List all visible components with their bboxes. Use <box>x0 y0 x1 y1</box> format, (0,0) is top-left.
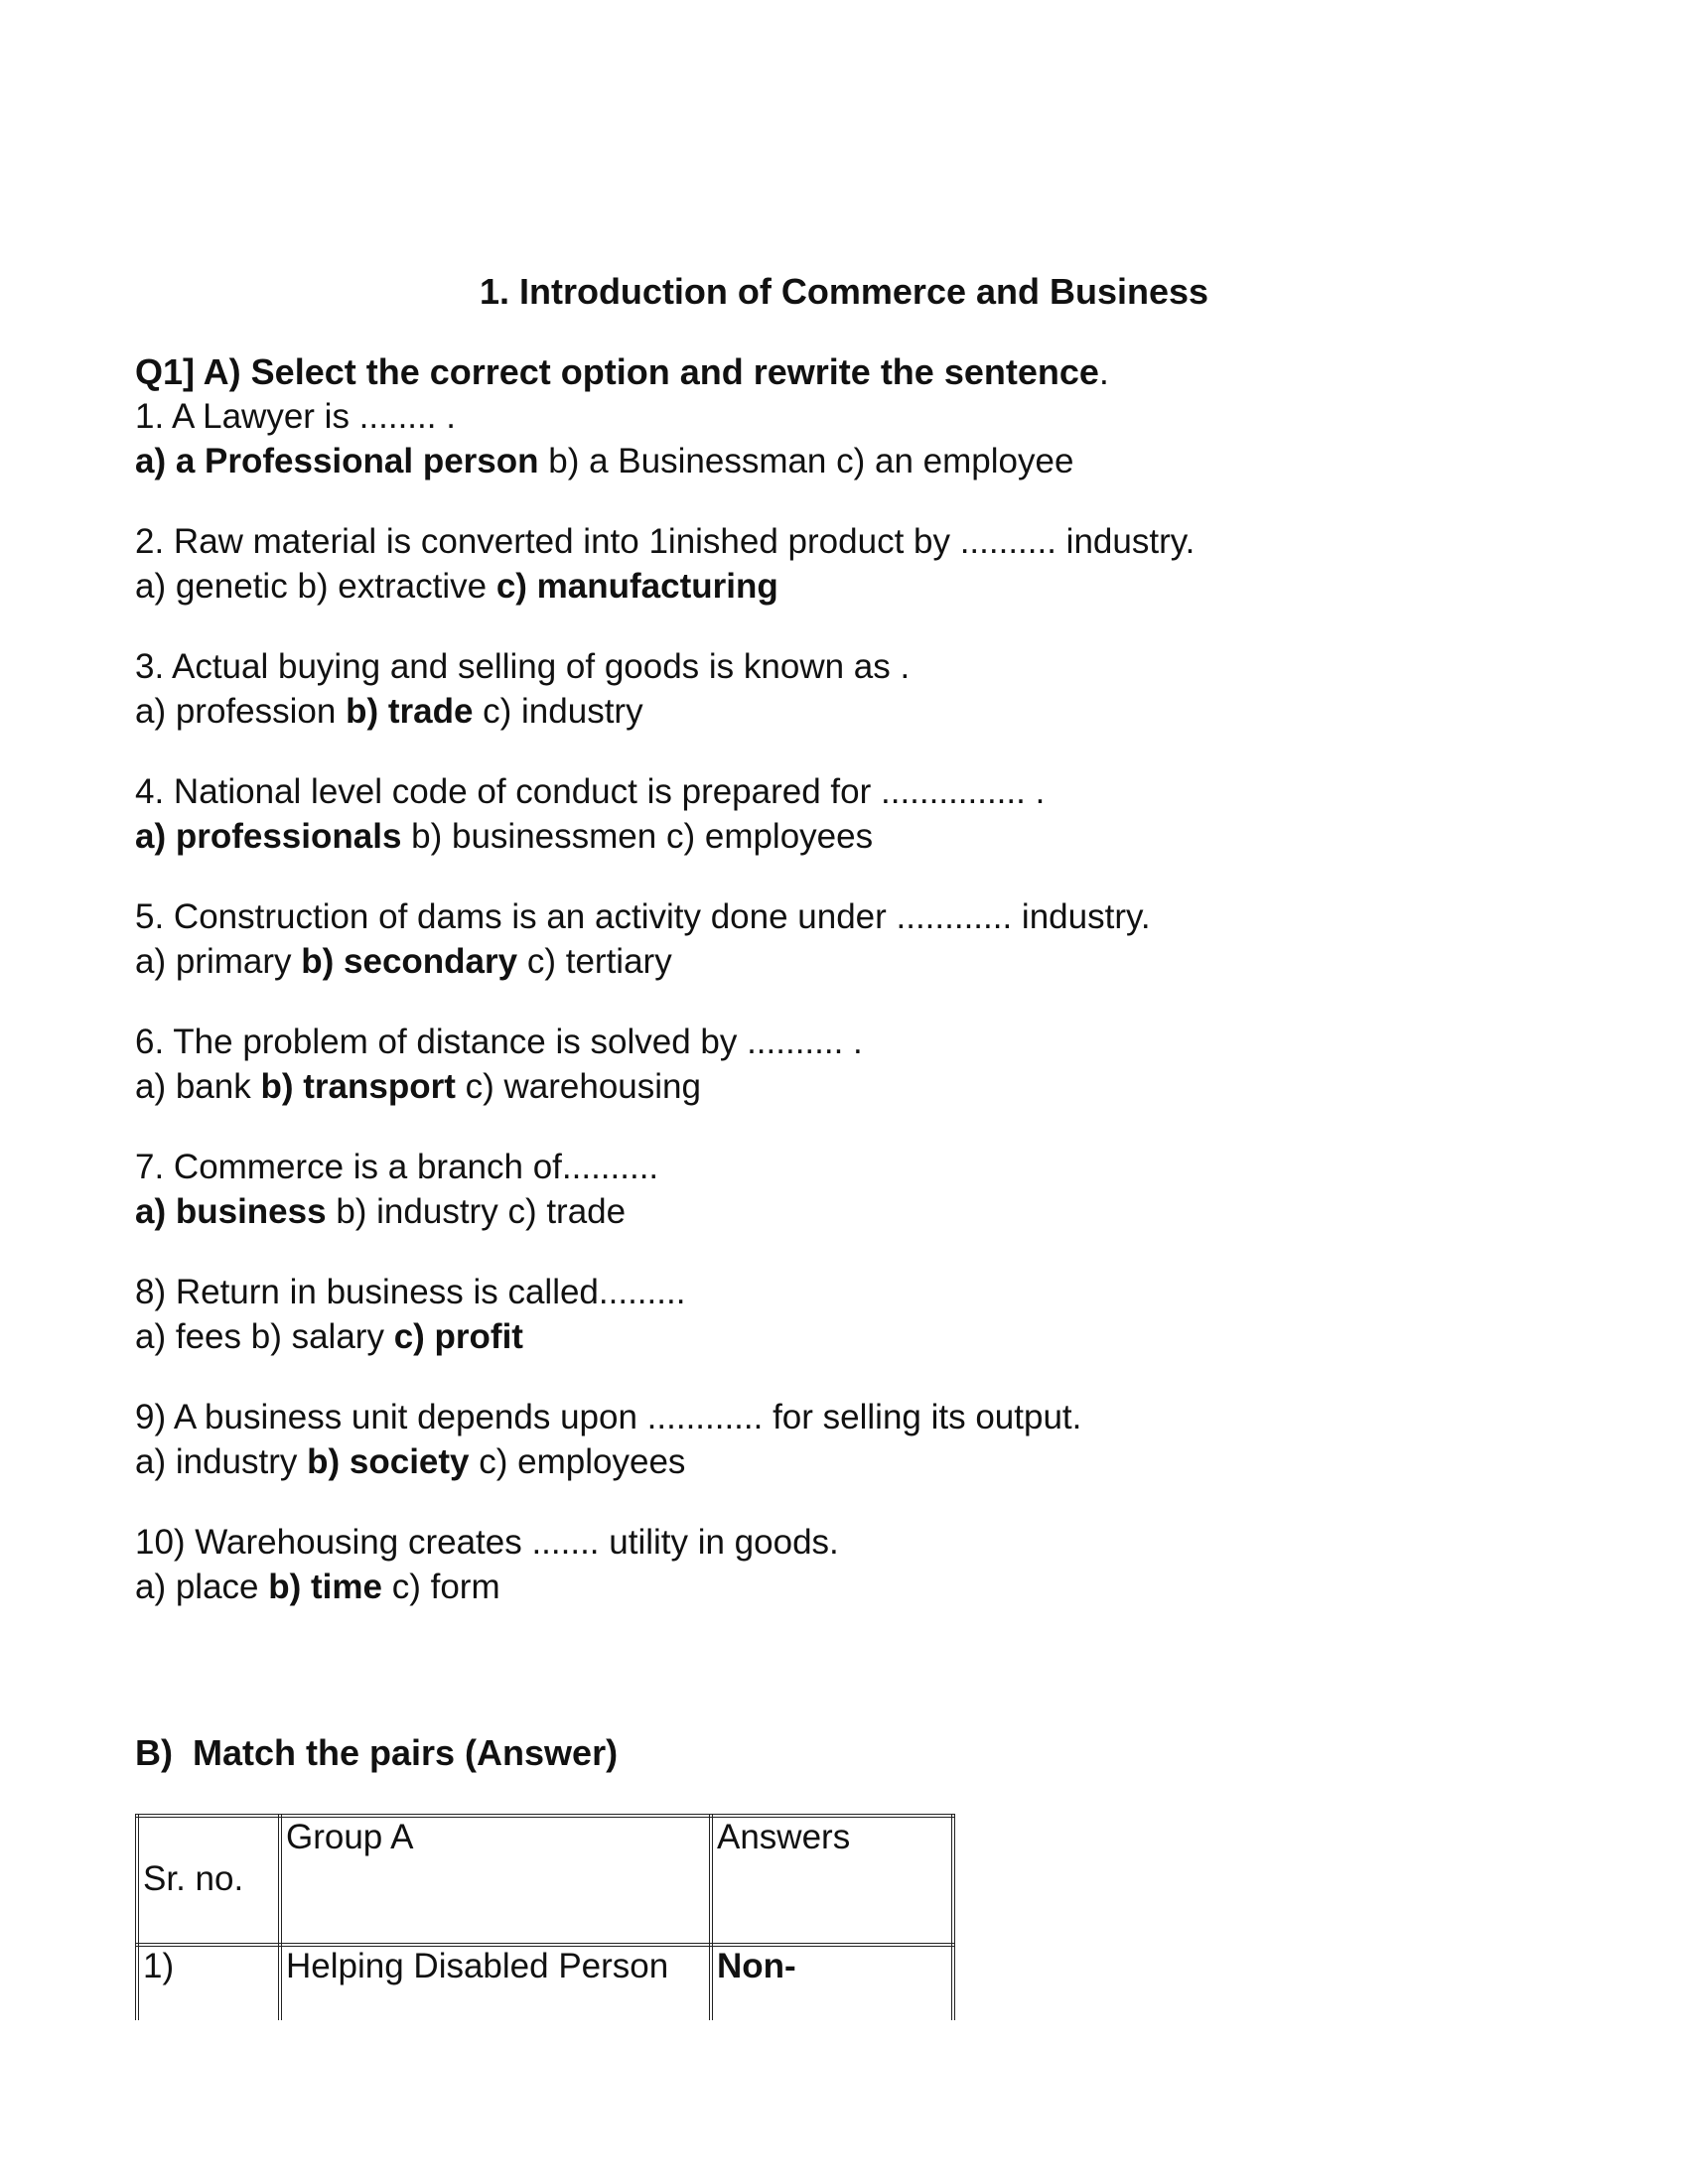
question-item <box>135 519 1575 609</box>
match-table <box>135 1814 955 2020</box>
cell-sr-no: 1) <box>137 1945 280 2020</box>
question-item <box>135 1395 1575 1484</box>
correct-option: a) business <box>135 1192 327 1231</box>
option-line <box>135 814 1575 859</box>
correct-option: c) manufacturing <box>495 567 778 606</box>
option-line <box>135 939 1575 984</box>
question-text: 10) Warehousing creates ....... utility in goods. <box>135 1523 839 1562</box>
question-text: 6. The problem of distance is solved by .......... . <box>135 1023 863 1061</box>
option: c) an employee <box>836 442 1074 480</box>
option: c) employees <box>479 1442 686 1481</box>
option-line <box>135 1189 1575 1234</box>
question-text: 2. Raw material is converted into 1inished product by .......... industry. <box>135 522 1196 561</box>
option: c) industry <box>483 692 643 731</box>
option: b) a Businessman <box>548 442 827 480</box>
question-text: 9) A business unit depends upon ............ for selling its output. <box>135 1398 1082 1436</box>
header-sr-no: Sr. no. <box>137 1816 280 1945</box>
option: c) trade <box>507 1192 627 1231</box>
question-item <box>135 894 1575 984</box>
section-a-heading-trail: . <box>1098 351 1109 392</box>
option-line <box>135 1314 1575 1359</box>
question-text: 8) Return in business is called......... <box>135 1273 686 1311</box>
page-title: 1. Introduction of Commerce and Business <box>479 271 1209 312</box>
option-line <box>135 1439 1575 1484</box>
question-item <box>135 1520 1575 1609</box>
option: b) industry <box>336 1192 498 1231</box>
question-text: 1. A Lawyer is ........ . <box>135 397 456 436</box>
section-b-heading: B) Match the pairs (Answer) <box>135 1732 619 1773</box>
header-group-a: Group A <box>280 1816 711 1945</box>
question-text: 7. Commerce is a branch of.......... <box>135 1148 659 1186</box>
option: a) genetic <box>135 567 288 606</box>
option-line <box>135 689 1575 734</box>
question-item <box>135 1020 1575 1109</box>
cell-group-a: Helping Disabled Person <box>280 1945 711 2020</box>
option: b) salary <box>250 1317 384 1356</box>
header-answers: Answers <box>711 1816 953 1945</box>
correct-option: a) professionals <box>135 817 402 856</box>
question-item <box>135 394 1575 483</box>
option-line <box>135 439 1575 483</box>
question-item <box>135 1270 1575 1359</box>
section-a-heading <box>135 349 1575 394</box>
option: c) tertiary <box>526 942 672 981</box>
table-header-row <box>137 1816 953 1945</box>
correct-option: a) a Professional person <box>135 442 539 480</box>
correct-option: c) profit <box>393 1317 523 1356</box>
option: c) employees <box>665 817 874 856</box>
question-item <box>135 769 1575 859</box>
question-text: 4. National level code of conduct is prepared for ............... . <box>135 772 1046 811</box>
option: c) form <box>391 1568 500 1606</box>
option-line <box>135 1064 1575 1109</box>
question-item <box>135 644 1575 734</box>
question-text: 5. Construction of dams is an activity done under ............ industry. <box>135 897 1151 936</box>
question-item <box>135 1145 1575 1234</box>
option: c) warehousing <box>465 1067 701 1106</box>
correct-option: b) trade <box>346 692 474 731</box>
option: a) industry <box>135 1442 298 1481</box>
option: b) extractive <box>297 567 488 606</box>
correct-option: b) transport <box>260 1067 456 1106</box>
option: a) bank <box>135 1067 251 1106</box>
section-a-heading-text: Q1] A) Select the correct option and rewrite the sentence <box>135 351 1099 392</box>
option-line <box>135 564 1575 609</box>
option: a) primary <box>135 942 292 981</box>
option: a) fees <box>135 1317 241 1356</box>
option: a) profession <box>135 692 337 731</box>
option-line <box>135 1565 1575 1609</box>
option: b) businessmen <box>411 817 657 856</box>
question-text: 3. Actual buying and selling of goods is known as . <box>135 647 911 686</box>
section-a <box>135 349 1575 1645</box>
correct-option: b) secondary <box>301 942 518 981</box>
correct-option: b) time <box>268 1568 382 1606</box>
question-list <box>135 394 1575 1609</box>
table-row <box>137 1945 953 2020</box>
option: a) place <box>135 1568 259 1606</box>
cell-answer: Non- <box>711 1945 953 2020</box>
correct-option: b) society <box>307 1442 470 1481</box>
